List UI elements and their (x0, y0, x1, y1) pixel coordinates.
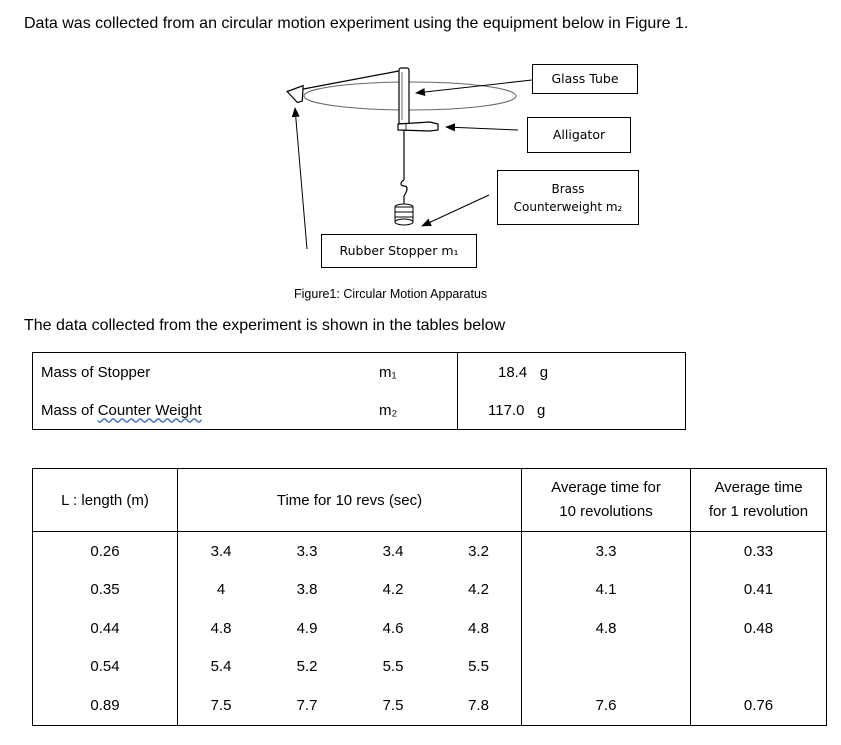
cell-length: 0.44 (90, 619, 120, 637)
alligator-clip-shape (398, 122, 438, 131)
mass-value-cell (458, 353, 686, 392)
mass-value: 117.0 (488, 401, 525, 419)
cell-time: 4.8 (178, 609, 265, 648)
cell-avg10: 4.8 (522, 609, 691, 648)
string-line (298, 70, 404, 90)
cell-time: 4.2 (468, 581, 489, 599)
cell-avg1: 0.41 (691, 571, 827, 610)
table-row (33, 686, 827, 725)
glass-tube-label-text: Glass Tube (551, 70, 619, 86)
rubber-stopper-label-text: Rubber Stopper m₁ (339, 242, 459, 258)
mass-row (33, 353, 686, 392)
cell-time: 7.7 (296, 696, 318, 714)
table-row (33, 532, 827, 571)
cell-avg10: 4.1 (522, 571, 691, 610)
mass-label-prefix: Mass of (41, 401, 98, 419)
cell-time: 5.2 (296, 658, 318, 676)
cell-avg10 (522, 648, 691, 687)
cell-length: 0.26 (90, 542, 120, 560)
mass-table (32, 352, 686, 430)
header-avg10 (522, 469, 691, 532)
header-time: Time for 10 revs (sec) (178, 469, 522, 532)
cell-time: 7.8 (468, 696, 489, 714)
cell-time: 4.2 (382, 581, 404, 599)
cell-time: 3.3 (296, 542, 318, 560)
cell-time: 7.5 (178, 686, 265, 725)
cell-avg1: 0.76 (691, 686, 827, 725)
cell-time: 3.8 (296, 581, 318, 599)
mass-label (33, 391, 372, 430)
mass-label-underlined: Counter Weight (97, 401, 202, 419)
table-row (33, 571, 827, 610)
brass-counterweight-label (497, 170, 639, 225)
table-row (33, 648, 827, 687)
table-row (33, 609, 827, 648)
cell-avg10: 7.6 (522, 686, 691, 725)
cell-length: 0.35 (90, 581, 120, 599)
brass-arrow (422, 195, 489, 226)
cell-time: 4.9 (296, 619, 318, 637)
glass-tube-shape (399, 68, 409, 124)
header-length: L : length (m) (33, 469, 178, 532)
mass-symbol: m₁ (379, 363, 397, 381)
brass-label-line1: Brass (551, 181, 585, 196)
cell-length: 0.54 (90, 658, 120, 676)
rubber-stopper-label (321, 234, 477, 268)
cell-time: 3.2 (468, 542, 489, 560)
cell-time: 5.5 (382, 658, 404, 676)
cell-avg1: 0.48 (691, 609, 827, 648)
header-avg1 (691, 469, 827, 532)
alligator-label (527, 117, 631, 153)
data-table (32, 468, 827, 726)
hook-shape (401, 180, 407, 196)
brass-label-line2: Counterweight m₂ (513, 199, 623, 214)
mass-symbol: m₂ (379, 401, 398, 419)
mass-unit: g (536, 401, 546, 419)
stopper-arrow (295, 108, 307, 249)
cell-avg1 (691, 648, 827, 687)
cell-length: 0.89 (90, 696, 120, 714)
cell-time: 5.4 (178, 648, 265, 687)
data-table-header (33, 469, 827, 532)
cell-time: 3.4 (178, 532, 265, 571)
orbit-ellipse (304, 82, 516, 110)
cell-time: 4.6 (382, 619, 404, 637)
cell-time: 3.4 (382, 542, 404, 560)
tables-intro-text: The data collected from the experiment is shown in the tables below (24, 317, 506, 334)
mass-value: 18.4 (498, 363, 528, 381)
figure-caption: Figure1: Circular Motion Apparatus (294, 287, 488, 301)
alligator-arrow (446, 127, 518, 130)
alligator-label-text: Alligator (552, 126, 606, 142)
mass-value-cell (458, 391, 686, 430)
header-avg10-line2: 10 revolutions (559, 503, 653, 520)
mass-label: Mass of Stopper (41, 363, 151, 381)
cell-avg10: 3.3 (522, 532, 691, 571)
header-avg1-line2: for 1 revolution (708, 503, 809, 520)
intro-text: Data was collected from an circular motion experiment using the equipment below in Figure 1. (24, 15, 689, 32)
header-avg10-line1: Average time for (551, 479, 661, 496)
cell-time: 7.5 (382, 696, 404, 714)
header-avg1-line1: Average time (714, 479, 803, 496)
cell-time: 4 (178, 571, 265, 610)
brass-weights-shape (395, 204, 413, 225)
cell-time: 4.8 (468, 619, 489, 637)
mass-unit: g (539, 363, 549, 381)
glass-tube-label (532, 64, 638, 94)
cell-avg1: 0.33 (691, 532, 827, 571)
cell-time: 5.5 (468, 658, 489, 676)
mass-row (33, 391, 686, 430)
